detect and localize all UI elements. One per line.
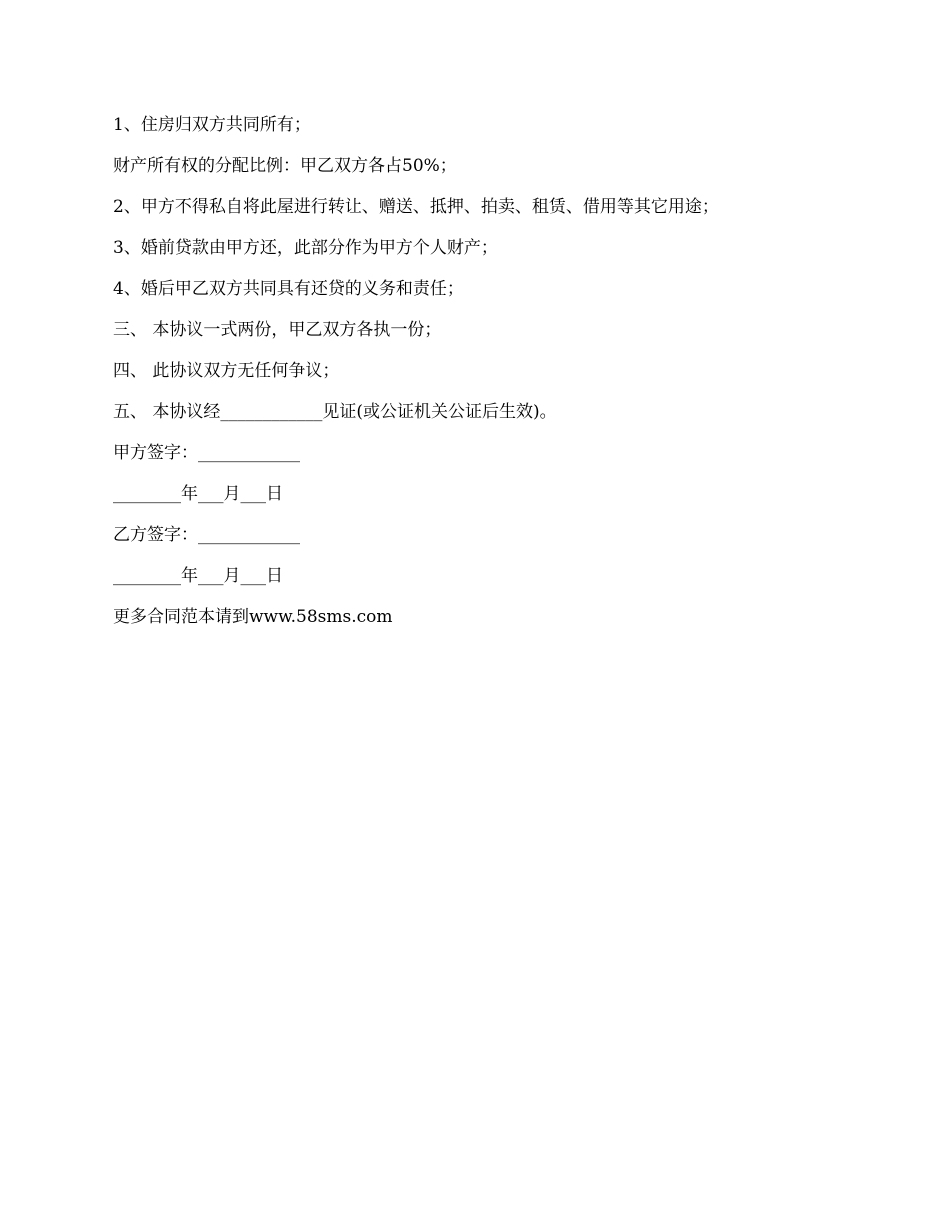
clause-4-post-marital-loan: 4、婚后甲乙双方共同具有还贷的义务和责任； [113, 279, 464, 299]
document-body [113, 114, 853, 647]
section-3-copies: 三、 本协议一式两份，甲乙双方各执一份； [113, 320, 442, 340]
party-b-date: ________年___月___日 [113, 566, 283, 586]
clause-1-joint-ownership: 1、住房归双方共同所有； [113, 115, 311, 135]
clause-2-no-transfer: 2、甲方不得私自将此屋进行转让、赠送、抵押、拍卖、租赁、借用等其它用途； [113, 197, 719, 217]
party-b-signature: 乙方签字：____________ [113, 525, 300, 545]
party-a-date: ________年___月___日 [113, 484, 283, 504]
section-4-no-dispute: 四、 此协议双方无任何争议； [113, 361, 340, 381]
section-5-witness: 五、 本协议经____________见证(或公证机关公证后生效)。 [113, 402, 557, 422]
ownership-ratio: 财产所有权的分配比例：甲乙双方各占50%； [113, 156, 457, 176]
party-a-signature: 甲方签字：____________ [113, 443, 300, 463]
footer-more-templates: 更多合同范本请到www.58sms.com [113, 607, 393, 627]
clause-3-premarital-loan: 3、婚前贷款由甲方还，此部分作为甲方个人财产； [113, 238, 498, 258]
